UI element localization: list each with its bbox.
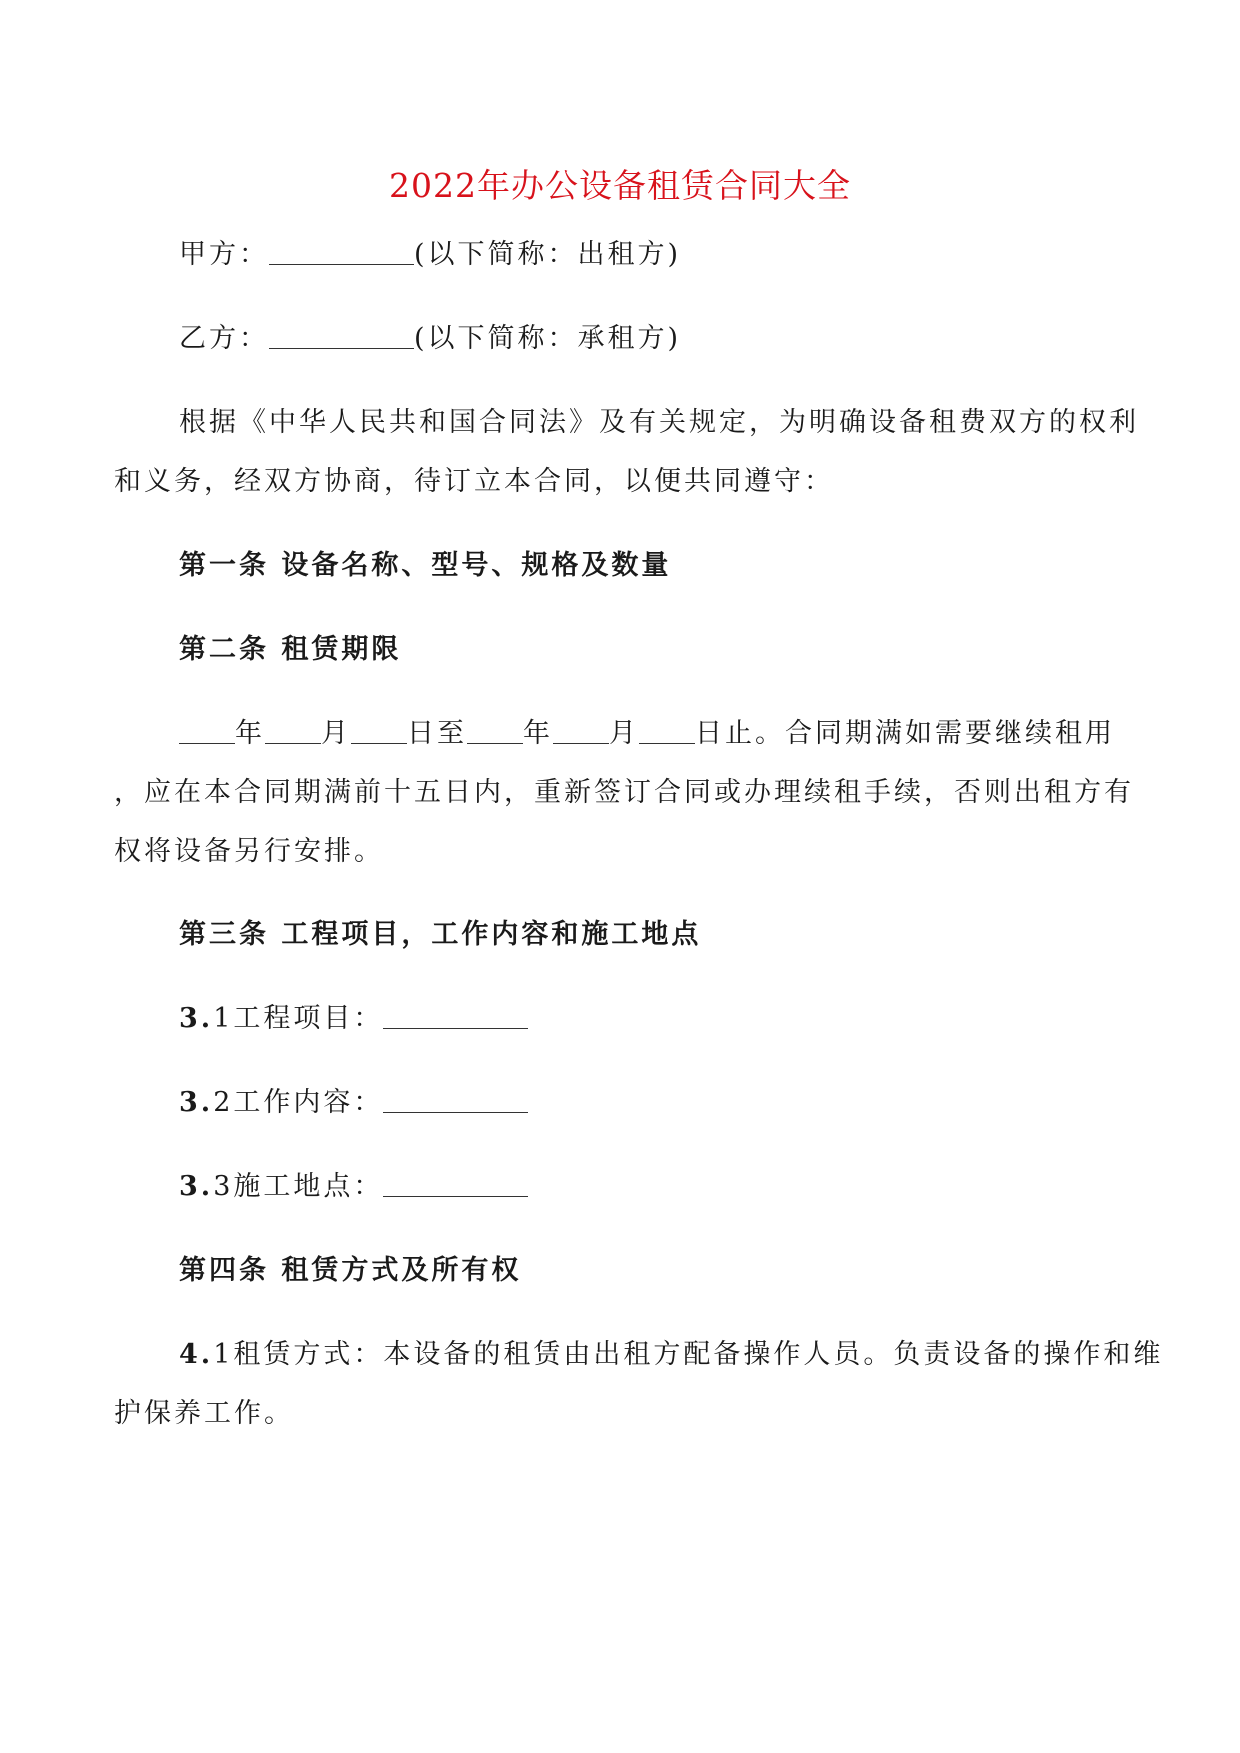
- item-text: 1租赁方式：本设备的租赁由出租方配备操作人员。负责设备的操作和维: [213, 1339, 1164, 1370]
- document-title: 2022年办公设备租赁合同大全: [389, 166, 851, 205]
- unit-day-end: 日止。: [695, 718, 785, 749]
- party-b-line: [179, 316, 1130, 355]
- article-3-item-3: [179, 1164, 1130, 1203]
- party-b-label: 乙方：: [179, 323, 269, 354]
- unit-month-end: 月: [609, 718, 639, 749]
- project-blank: [383, 1004, 528, 1029]
- end-day-blank: [639, 719, 695, 744]
- article-2-heading: 第二条 租赁期限: [179, 634, 402, 665]
- lease-period-tail: 合同期满如需要继续租用: [785, 718, 1115, 749]
- article-4-item-1: [179, 1332, 1164, 1371]
- unit-month: 月: [321, 718, 351, 749]
- unit-year: 年: [235, 718, 265, 749]
- article-4-heading: 第四条 租赁方式及所有权: [179, 1255, 522, 1286]
- item-number: 4.: [179, 1339, 214, 1370]
- intro-line-1: 根据《中华人民共和国合同法》及有关规定，为明确设备租费双方的权利: [179, 407, 1139, 438]
- item-number: 3.: [179, 1171, 214, 1202]
- site-blank: [383, 1172, 528, 1197]
- article-3-heading: 第三条 工程项目，工作内容和施工地点: [179, 919, 702, 950]
- item-number: 3.: [179, 1087, 214, 1118]
- lease-period-line-2: ，应在本合同期满前十五日内，重新签订合同或办理续租手续，否则出租方有: [114, 777, 1134, 808]
- party-b-note: (以下简称：承租方): [414, 323, 682, 354]
- item-label: 2工作内容：: [213, 1087, 384, 1118]
- work-content-blank: [383, 1088, 528, 1113]
- item-label: 3施工地点：: [213, 1171, 384, 1202]
- article-4-item-1-line-2: 护保养工作。: [114, 1398, 294, 1429]
- party-a-label: 甲方：: [179, 239, 269, 270]
- start-day-blank: [351, 719, 407, 744]
- party-a-line: [179, 232, 1130, 271]
- party-b-blank: [269, 324, 414, 349]
- unit-day-to: 日至: [407, 718, 467, 749]
- start-month-blank: [265, 719, 321, 744]
- party-a-note: (以下简称：出租方): [414, 239, 682, 270]
- start-year-blank: [179, 719, 235, 744]
- lease-period-line-3: 权将设备另行安排。: [114, 836, 384, 867]
- item-label: 1工程项目：: [213, 1003, 384, 1034]
- item-number: 3.: [179, 1003, 214, 1034]
- party-a-blank: [269, 240, 414, 265]
- article-3-item-2: [179, 1080, 1130, 1119]
- intro-line-2: 和义务，经双方协商，待订立本合同，以便共同遵守：: [114, 466, 834, 497]
- article-1-heading: 第一条 设备名称、型号、规格及数量: [179, 550, 672, 581]
- end-month-blank: [553, 719, 609, 744]
- end-year-blank: [467, 719, 523, 744]
- article-3-item-1: [179, 996, 1130, 1035]
- lease-period-line: [179, 711, 1130, 750]
- unit-year-end: 年: [523, 718, 553, 749]
